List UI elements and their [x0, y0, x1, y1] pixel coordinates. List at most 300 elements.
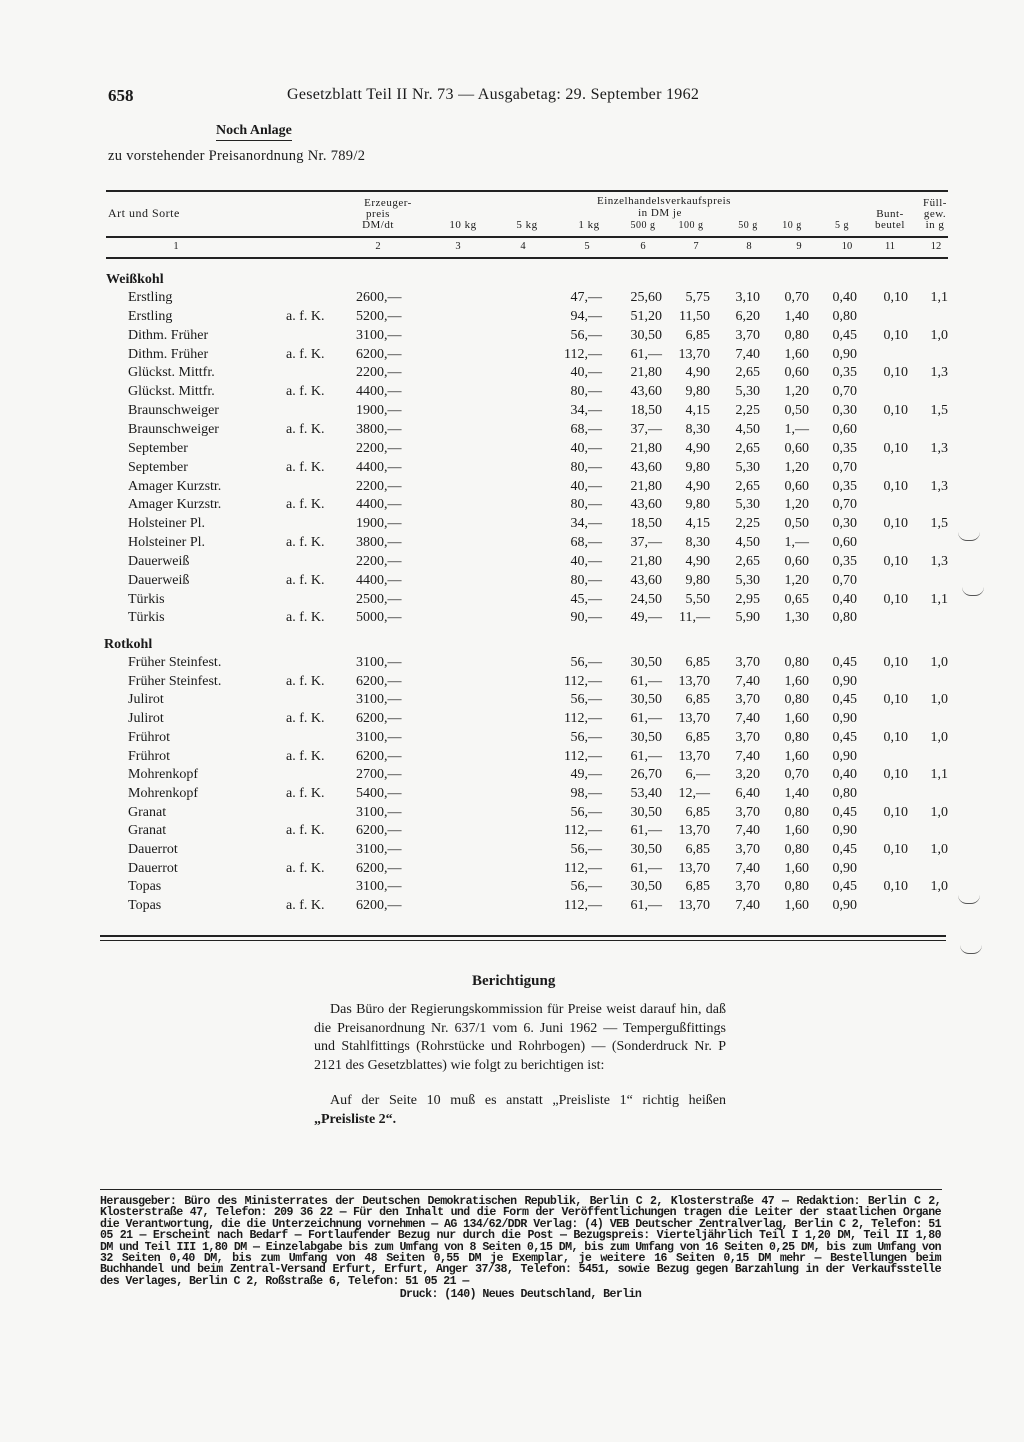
price-10g: 1,20	[784, 459, 809, 475]
price-500g: 61,—	[630, 711, 662, 727]
afk-marker: a. f. K.	[286, 785, 325, 801]
erzeugerpreis: 6200,—	[356, 673, 402, 689]
price-100g: 6,85	[685, 729, 710, 745]
price-500g: 61,—	[630, 860, 662, 876]
price-buntbeutel: 0,10	[883, 327, 908, 343]
fuellgewicht: 1,0	[930, 729, 948, 745]
price-500g: 61,—	[630, 823, 662, 839]
price-5g: 0,80	[832, 610, 857, 626]
price-100g: 13,70	[678, 711, 710, 727]
variety-name: Frührot	[128, 748, 170, 764]
column-number: 6	[640, 241, 646, 252]
price-50g: 5,90	[735, 610, 760, 626]
price-500g: 30,50	[630, 842, 662, 857]
variety-name: Julirot	[128, 692, 164, 708]
page-header-title: Gesetzblatt Teil II Nr. 73 — Ausgabetag: 29. September 1962	[287, 86, 700, 103]
price-1kg: 34,—	[570, 403, 602, 419]
column-number: 7	[693, 241, 699, 252]
price-1kg: 56,—	[570, 729, 602, 745]
imprint-text: Herausgeber: Büro des Ministerrates der Deutschen Demokratischen Republik, Berlin C 2, Klosterstraße 47 — Redaktion: Berlin C 2, Klosterstraße 47, Telefon: 209 36 22 — Für den Inhalt und die Form der Veröffentlichungen tragen die Leiter der staatlichen Organe die Verantwortung, die die Unterzeichnung vornehmen — AG 134/62/DDR Verlag: (4) VEB Deutscher Zentralverlag, Berlin C 2, Telefon: 51 05 21 — Erscheint nach Bedarf — Fortlaufender Bezug nur durch die Post — Bezugspreis: Vierteljährlich Teil I 1,20 DM, Teil II 1,80 DM und Teil III 1,80 DM — Einzelabgabe bis zum Umfang von 8 Seiten 0,15 DM, bis zum Umfang von 16 Seiten 0,25 DM, bis zum Umfang von 32 Seiten 0,40 DM, bis zum Umfang von 48 Seiten 0,55 DM je Exemplar, je weitere 16 Seiten 0,15 DM mehr — Bestellungen beim Buchhandel und beim Zentral-Versand Erfurt, Erfurt, Anger 37/38, Telefon: 5451, sowie Bezug gegen Barzahlung in der Verkaufsstelle des Verlages, Berlin C 2, Roßstraße 6, Telefon: 51 05 21 —	[100, 1195, 941, 1288]
price-500g: 25,60	[630, 290, 662, 305]
price-10g: 1,20	[784, 497, 809, 513]
variety-name: Türkis	[128, 610, 165, 626]
price-10g: 0,60	[784, 553, 809, 569]
fuellgewicht: 1,0	[930, 655, 948, 670]
afk-marker: a. f. K.	[286, 421, 325, 437]
afk-marker: a. f. K.	[286, 572, 325, 588]
variety-name: Mohrenkopf	[128, 767, 198, 783]
price-5g: 0,35	[832, 440, 857, 456]
price-5g: 0,70	[832, 459, 857, 475]
afk-marker: a. f. K.	[286, 898, 325, 914]
price-50g: 3,70	[735, 842, 760, 857]
price-500g: 49,—	[630, 610, 662, 626]
table-row	[0, 767, 1024, 786]
price-50g: 3,70	[735, 804, 760, 820]
table-row	[0, 403, 1024, 422]
price-500g: 43,60	[630, 384, 662, 400]
table-row	[0, 535, 1024, 554]
erzeugerpreis: 5200,—	[356, 308, 402, 324]
table-row	[0, 309, 1024, 328]
price-500g: 18,50	[630, 403, 662, 419]
col-header-100g: 100 g	[678, 220, 704, 231]
price-50g: 2,25	[735, 403, 760, 419]
price-500g: 30,50	[630, 804, 662, 820]
fuellgewicht: 1,3	[930, 365, 948, 381]
price-10g: 1,60	[784, 823, 809, 839]
price-1kg: 40,—	[570, 365, 602, 381]
price-50g: 2,65	[735, 440, 760, 456]
berichtigung-title: Berichtigung	[472, 973, 556, 989]
price-5g: 0,45	[832, 804, 857, 820]
col-header-5kg: 5 kg	[516, 219, 538, 231]
price-5g: 0,35	[832, 553, 857, 569]
col-header-buntbeutel-2: beutel	[875, 219, 905, 231]
table-row	[0, 460, 1024, 479]
price-100g: 4,90	[685, 365, 710, 381]
fuellgewicht: 1,3	[930, 440, 948, 456]
fuellgewicht: 1,1	[930, 767, 948, 783]
column-number: 3	[455, 241, 461, 252]
price-50g: 7,40	[735, 711, 760, 727]
price-1kg: 112,—	[564, 673, 602, 689]
table-bottom-rule-thin	[100, 940, 946, 941]
price-500g: 30,50	[630, 879, 662, 895]
fuellgewicht: 1,1	[930, 290, 948, 305]
price-10g: 1,20	[784, 384, 809, 400]
variety-name: Dauerrot	[128, 842, 178, 857]
price-5g: 0,90	[832, 346, 857, 362]
price-10g: 0,65	[784, 591, 809, 607]
variety-name: Dauerweiß	[128, 553, 190, 569]
price-10g: 0,80	[784, 327, 809, 343]
variety-name: Julirot	[128, 711, 164, 727]
price-10g: 1,60	[784, 711, 809, 727]
price-1kg: 49,—	[570, 767, 602, 783]
price-1kg: 80,—	[570, 459, 602, 475]
price-buntbeutel: 0,10	[883, 655, 908, 670]
table-row	[0, 384, 1024, 403]
table-row	[0, 610, 1024, 629]
price-5g: 0,90	[832, 711, 857, 727]
table-number-rule	[106, 257, 948, 259]
price-buntbeutel: 0,10	[883, 842, 908, 857]
price-1kg: 90,—	[570, 610, 602, 626]
table-row	[0, 674, 1024, 693]
price-50g: 7,40	[735, 346, 760, 362]
erzeugerpreis: 2500,—	[356, 591, 402, 607]
table-row	[0, 365, 1024, 384]
variety-name: Erstling	[128, 290, 173, 305]
table-row	[0, 861, 1024, 880]
price-50g: 3,70	[735, 692, 760, 708]
price-100g: 11,—	[679, 610, 710, 626]
table-row	[0, 898, 1024, 917]
price-buntbeutel: 0,10	[883, 729, 908, 745]
price-5g: 0,80	[832, 785, 857, 801]
price-10g: 0,80	[784, 804, 809, 820]
price-50g: 2,65	[735, 478, 760, 494]
variety-name: Braunschweiger	[128, 421, 219, 437]
price-50g: 5,30	[735, 497, 760, 513]
erzeugerpreis: 3800,—	[356, 421, 402, 437]
table-row	[0, 655, 1024, 674]
erzeugerpreis: 3100,—	[356, 729, 402, 745]
afk-marker: a. f. K.	[286, 459, 325, 475]
table-row	[0, 692, 1024, 711]
erzeugerpreis: 1900,—	[356, 403, 402, 419]
price-100g: 13,70	[678, 860, 710, 876]
col-header-erzeuger-2: preis	[366, 208, 390, 220]
variety-name: Glückst. Mittfr.	[128, 365, 215, 381]
price-5g: 0,45	[832, 655, 857, 670]
price-10g: 1,30	[784, 610, 809, 626]
column-number: 1	[173, 241, 179, 252]
price-50g: 3,70	[735, 729, 760, 745]
price-100g: 6,85	[685, 692, 710, 708]
erzeugerpreis: 4400,—	[356, 497, 402, 513]
erzeugerpreis: 3100,—	[356, 327, 402, 343]
price-buntbeutel: 0,10	[883, 440, 908, 456]
erzeugerpreis: 3100,—	[356, 842, 402, 857]
price-1kg: 80,—	[570, 497, 602, 513]
column-number: 11	[884, 241, 896, 252]
col-header-fuell-1: Füll-	[923, 197, 947, 209]
price-100g: 4,90	[685, 478, 710, 494]
table-row	[0, 328, 1024, 347]
variety-name: Dauerrot	[128, 860, 178, 876]
price-5g: 0,90	[832, 673, 857, 689]
afk-marker: a. f. K.	[286, 497, 325, 513]
price-5g: 0,40	[832, 767, 857, 783]
price-100g: 4,90	[685, 440, 710, 456]
erzeugerpreis: 2700,—	[356, 767, 402, 783]
col-header-5g: 5 g	[835, 220, 849, 231]
price-50g: 7,40	[735, 748, 760, 764]
price-50g: 3,70	[735, 655, 760, 670]
erzeugerpreis: 5000,—	[356, 610, 402, 626]
table-bottom-rule	[100, 935, 946, 937]
afk-marker: a. f. K.	[286, 346, 325, 362]
price-100g: 13,70	[678, 823, 710, 839]
erzeugerpreis: 2200,—	[356, 478, 402, 494]
price-500g: 53,40	[630, 785, 662, 801]
price-50g: 2,65	[735, 553, 760, 569]
price-100g: 9,80	[685, 384, 710, 400]
price-1kg: 112,—	[564, 898, 602, 914]
price-5g: 0,90	[832, 860, 857, 876]
afk-marker: a. f. K.	[286, 535, 325, 551]
column-number: 2	[375, 241, 381, 252]
col-header-1kg: 1 kg	[578, 219, 600, 231]
price-50g: 7,40	[735, 673, 760, 689]
price-buntbeutel: 0,10	[883, 478, 908, 494]
price-100g: 12,—	[678, 785, 710, 801]
variety-name: September	[128, 440, 188, 456]
variety-name: Früher Steinfest.	[128, 673, 222, 689]
price-100g: 9,80	[685, 459, 710, 475]
erzeugerpreis: 2200,—	[356, 365, 402, 381]
section-title-rotkohl: Rotkohl	[104, 637, 153, 652]
price-50g: 3,20	[735, 767, 760, 783]
price-10g: 0,60	[784, 440, 809, 456]
price-10g: 1,—	[784, 421, 809, 437]
variety-name: Türkis	[128, 591, 165, 607]
price-buntbeutel: 0,10	[883, 591, 908, 607]
price-50g: 4,50	[735, 421, 760, 437]
price-100g: 8,30	[685, 421, 710, 437]
price-5g: 0,70	[832, 497, 857, 513]
price-100g: 5,75	[685, 290, 710, 305]
price-100g: 6,85	[685, 879, 710, 895]
variety-name: Topas	[128, 898, 162, 914]
price-10g: 0,80	[784, 655, 809, 670]
column-number: 10	[841, 241, 853, 252]
table-row	[0, 347, 1024, 366]
price-500g: 61,—	[630, 748, 662, 764]
erzeugerpreis: 6200,—	[356, 711, 402, 727]
price-500g: 30,50	[630, 729, 662, 745]
price-10g: 1,—	[784, 535, 809, 551]
col-header-fuell-2: gew.	[923, 208, 947, 220]
price-100g: 13,70	[678, 898, 710, 914]
col-header-art: Art und Sorte	[108, 206, 180, 220]
price-1kg: 56,—	[570, 804, 602, 820]
erzeugerpreis: 2600,—	[356, 290, 402, 305]
imprint-druck: Druck: (140) Neues Deutschland, Berlin	[399, 1288, 642, 1301]
erzeugerpreis: 6200,—	[356, 346, 402, 362]
col-header-fuell-3: in g	[925, 219, 945, 231]
price-10g: 0,80	[784, 729, 809, 745]
price-50g: 2,65	[735, 365, 760, 381]
price-1kg: 34,—	[570, 516, 602, 532]
price-1kg: 112,—	[564, 346, 602, 362]
price-50g: 5,30	[735, 459, 760, 475]
variety-name: Erstling	[128, 308, 173, 324]
price-500g: 43,60	[630, 497, 662, 513]
table-top-rule	[106, 190, 948, 192]
price-50g: 3,70	[735, 327, 760, 343]
price-100g: 6,85	[685, 655, 710, 670]
price-10g: 1,40	[784, 785, 809, 801]
price-500g: 37,—	[630, 421, 662, 437]
price-500g: 21,80	[630, 478, 662, 494]
table-row	[0, 749, 1024, 768]
price-1kg: 112,—	[564, 748, 602, 764]
price-5g: 0,45	[832, 729, 857, 745]
price-10g: 0,70	[784, 290, 809, 305]
table-row	[0, 592, 1024, 611]
price-5g: 0,30	[832, 403, 857, 419]
price-10g: 0,80	[784, 692, 809, 708]
price-10g: 1,60	[784, 860, 809, 876]
price-buntbeutel: 0,10	[883, 516, 908, 532]
price-5g: 0,45	[832, 692, 857, 708]
price-500g: 61,—	[630, 346, 662, 362]
variety-name: Mohrenkopf	[128, 785, 198, 801]
table-row	[0, 497, 1024, 516]
price-1kg: 40,—	[570, 440, 602, 456]
price-100g: 13,70	[678, 673, 710, 689]
column-number: 4	[520, 241, 526, 252]
table-row	[0, 441, 1024, 460]
price-50g: 3,70	[735, 879, 760, 895]
variety-name: Amager Kurzstr.	[128, 497, 222, 513]
fuellgewicht: 1,3	[930, 553, 948, 569]
erzeugerpreis: 4400,—	[356, 384, 402, 400]
column-number: 9	[796, 241, 802, 252]
variety-name: Dithm. Früher	[128, 346, 209, 362]
table-row	[0, 805, 1024, 824]
price-500g: 30,50	[630, 655, 662, 670]
erzeugerpreis: 4400,—	[356, 459, 402, 475]
price-buntbeutel: 0,10	[883, 365, 908, 381]
column-number: 8	[746, 241, 752, 252]
variety-name: Granat	[128, 823, 167, 839]
table-row	[0, 516, 1024, 535]
table-row	[0, 823, 1024, 842]
price-100g: 13,70	[678, 346, 710, 362]
price-10g: 1,40	[784, 308, 809, 324]
price-5g: 0,60	[832, 535, 857, 551]
anlage-subtitle: zu vorstehender Preisanordnung Nr. 789/2	[108, 148, 366, 164]
col-header-buntbeutel-1: Bunt-	[876, 208, 904, 220]
price-5g: 0,60	[832, 421, 857, 437]
erzeugerpreis: 2200,—	[356, 553, 402, 569]
price-10g: 0,70	[784, 767, 809, 783]
price-500g: 61,—	[630, 673, 662, 689]
afk-marker: a. f. K.	[286, 748, 325, 764]
afk-marker: a. f. K.	[286, 610, 325, 626]
price-10g: 1,60	[784, 673, 809, 689]
price-1kg: 80,—	[570, 572, 602, 588]
price-100g: 4,15	[685, 516, 710, 532]
price-10g: 0,60	[784, 478, 809, 494]
price-500g: 61,—	[630, 898, 662, 914]
price-buntbeutel: 0,10	[883, 767, 908, 783]
price-10g: 1,60	[784, 346, 809, 362]
price-10g: 0,50	[784, 403, 809, 419]
price-1kg: 98,—	[570, 785, 602, 801]
price-500g: 43,60	[630, 459, 662, 475]
price-50g: 4,50	[735, 535, 760, 551]
price-5g: 0,35	[832, 365, 857, 381]
table-row	[0, 554, 1024, 573]
price-10g: 0,80	[784, 879, 809, 895]
price-50g: 2,95	[735, 591, 760, 607]
berichtigung-paragraph-2	[314, 1092, 726, 1129]
erzeugerpreis: 6200,—	[356, 898, 402, 914]
price-5g: 0,45	[832, 879, 857, 895]
price-50g: 6,40	[735, 785, 760, 801]
margin-mark	[960, 945, 982, 954]
price-1kg: 56,—	[570, 842, 602, 857]
price-10g: 0,80	[784, 842, 809, 857]
section-title-weisskohl: Weißkohl	[106, 272, 164, 287]
fuellgewicht: 1,0	[930, 879, 948, 895]
price-500g: 51,20	[630, 308, 662, 324]
variety-name: Holsteiner Pl.	[128, 516, 205, 532]
fuellgewicht: 1,0	[930, 327, 948, 343]
erzeugerpreis: 3100,—	[356, 655, 402, 670]
price-10g: 0,60	[784, 365, 809, 381]
fuellgewicht: 1,0	[930, 804, 948, 820]
price-1kg: 47,—	[570, 290, 602, 305]
price-500g: 21,80	[630, 440, 662, 456]
afk-marker: a. f. K.	[286, 308, 325, 324]
table-row	[0, 573, 1024, 592]
fuellgewicht: 1,0	[930, 692, 948, 708]
erzeugerpreis: 6200,—	[356, 748, 402, 764]
price-1kg: 40,—	[570, 553, 602, 569]
price-buntbeutel: 0,10	[883, 290, 908, 305]
erzeugerpreis: 2200,—	[356, 440, 402, 456]
afk-marker: a. f. K.	[286, 384, 325, 400]
price-1kg: 68,—	[570, 535, 602, 551]
table-row	[0, 842, 1024, 861]
table-row	[0, 879, 1024, 898]
price-5g: 0,90	[832, 823, 857, 839]
price-50g: 6,20	[735, 308, 760, 324]
price-500g: 37,—	[630, 535, 662, 551]
table-row	[0, 290, 1024, 309]
table-row	[0, 786, 1024, 805]
price-5g: 0,40	[832, 290, 857, 305]
column-number: 12	[930, 241, 942, 252]
price-buntbeutel: 0,10	[883, 553, 908, 569]
price-500g: 24,50	[630, 591, 662, 607]
fuellgewicht: 1,1	[930, 591, 948, 607]
price-1kg: 80,—	[570, 384, 602, 400]
anlage-title: Noch Anlage	[216, 123, 292, 141]
price-5g: 0,40	[832, 591, 857, 607]
variety-name: Amager Kurzstr.	[128, 478, 222, 494]
variety-name: Topas	[128, 879, 162, 895]
price-5g: 0,30	[832, 516, 857, 532]
fuellgewicht: 1,0	[930, 842, 948, 857]
price-100g: 6,85	[685, 804, 710, 820]
variety-name: Granat	[128, 804, 167, 820]
price-100g: 9,80	[685, 572, 710, 588]
fuellgewicht: 1,3	[930, 478, 948, 494]
price-1kg: 112,—	[564, 711, 602, 727]
variety-name: Früher Steinfest.	[128, 655, 222, 670]
price-1kg: 94,—	[570, 308, 602, 324]
price-100g: 8,30	[685, 535, 710, 551]
price-5g: 0,90	[832, 748, 857, 764]
table-row	[0, 730, 1024, 749]
